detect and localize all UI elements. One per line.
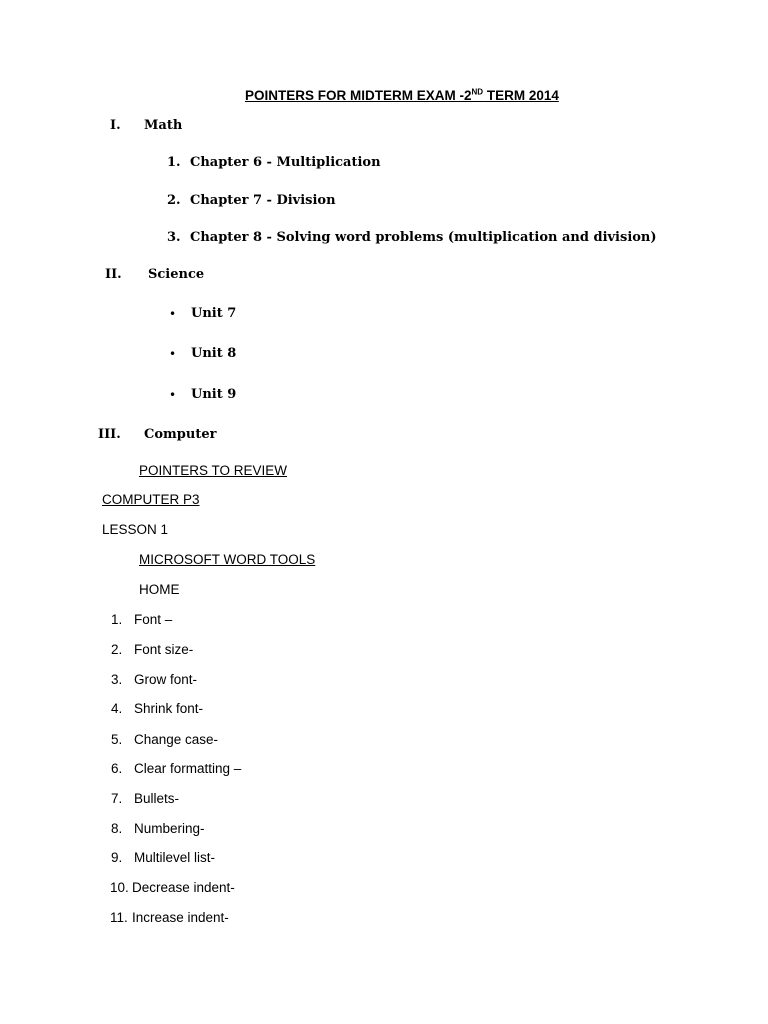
math-item-marker: 3. (167, 230, 181, 245)
lesson-label: LESSON 1 (102, 522, 169, 537)
tool-number: 7. (111, 791, 123, 806)
tool-item: Font – (134, 612, 173, 627)
math-item-text: Chapter 8 - Solving word problems (multiplication and division) (190, 230, 657, 245)
tool-number: 4. (111, 701, 123, 716)
tool-number: 1. (111, 612, 123, 627)
bullet-icon: • (169, 347, 177, 361)
tool-item: Change case- (134, 732, 219, 747)
bullet-icon: • (169, 388, 177, 402)
title-main: POINTERS FOR MIDTERM EXAM -2 (245, 88, 472, 103)
tool-item: Bullets- (134, 791, 180, 806)
section-heading-computer: Computer (144, 427, 217, 442)
tool-item: Clear formatting – (134, 761, 242, 776)
tool-number: 6. (111, 761, 123, 776)
tool-number: 5. (111, 732, 123, 747)
tool-number: 9. (111, 850, 123, 865)
tool-number: 10. (110, 880, 129, 895)
section-numeral-science: II. (105, 267, 122, 282)
page-title (245, 88, 559, 103)
section-numeral-math: I. (110, 118, 121, 133)
tool-number: 11. (110, 910, 128, 925)
title-term: TERM 2014 (483, 88, 559, 103)
tool-number: 8. (111, 821, 123, 836)
bullet-icon: • (169, 307, 177, 321)
science-item-text: Unit 9 (191, 387, 237, 402)
science-item-text: Unit 7 (191, 306, 237, 321)
tool-item: Multilevel list- (134, 850, 216, 865)
tool-item: Font size- (134, 642, 194, 657)
math-item-marker: 2. (167, 193, 181, 208)
tools-heading: MICROSOFT WORD TOOLS (139, 552, 316, 567)
tool-item: Numbering- (134, 821, 205, 836)
course-label: COMPUTER P3 (102, 492, 200, 507)
tool-number: 2. (111, 642, 123, 657)
tool-item: Decrease indent- (132, 880, 235, 895)
section-heading-science: Science (148, 267, 205, 282)
math-item-text: Chapter 6 - Multiplication (190, 155, 381, 170)
title-superscript: ND (471, 87, 484, 97)
tool-item: Shrink font- (134, 701, 204, 716)
tool-item: Grow font- (134, 672, 198, 687)
pointers-to-review: POINTERS TO REVIEW (139, 463, 288, 478)
math-item-text: Chapter 7 - Division (190, 193, 336, 208)
tool-number: 3. (111, 672, 123, 687)
math-item-marker: 1. (167, 155, 181, 170)
section-numeral-computer: III. (98, 427, 121, 442)
section-heading-math: Math (144, 118, 183, 133)
tab-label: HOME (139, 582, 180, 597)
tool-item: Increase indent- (132, 910, 229, 925)
science-item-text: Unit 8 (191, 346, 237, 361)
